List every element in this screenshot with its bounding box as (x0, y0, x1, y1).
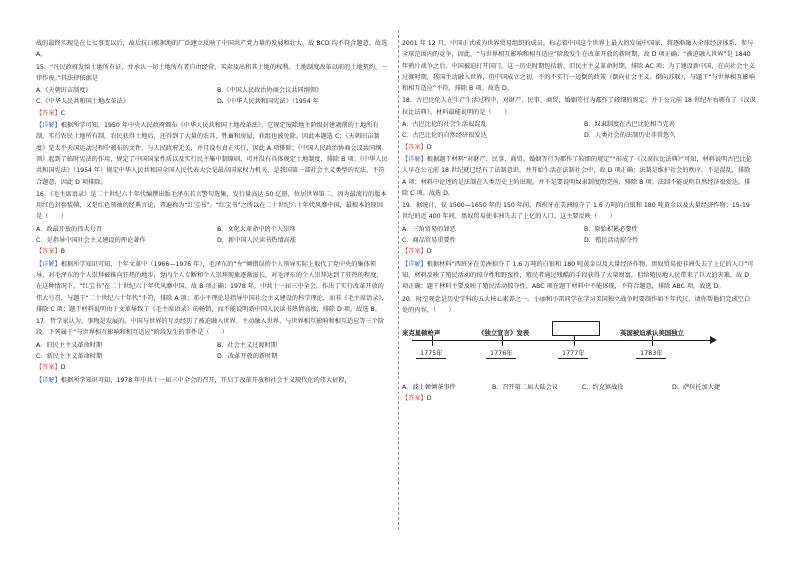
option-a: A．波士顿倾茶事件 (402, 384, 456, 392)
question-15-stem: 15．“凡民政府发给土地所有证，并承认一切土地所有者自由经营、买卖及出租其土地的权利。土地制度改革以前的土地契约，一律作废。”其法律依据是 (36, 63, 388, 82)
answer-label: 【答案】 (402, 248, 427, 256)
timeline-year: 1775年 (420, 349, 443, 358)
option-d: D．人类社会的法制历史非常悠久 (584, 132, 676, 140)
question-17-options (36, 340, 388, 363)
option-a: A．旧民主主义革命时期 (36, 341, 103, 349)
answer-label: 【答案】 (402, 143, 427, 151)
continued-analysis: 2001 年 12 月，中国正式成为世界贸易组织的成员，标志着中国这个世界上最大的发展中国家，将逐渐融入全球经济体系，参与全球范围内的竞争，因此，“与世界相互影响和相互适应”阶段发生在改革开放的新时期，故 D 项正确；“被迫融入世界”是 1840 年鸦片战争之后，中国被迫打开国门，这一历史时期包括新、旧民主主义革命时期，排除 AC 项；为了建设新中国，在向社会主义过渡时期，我国主动融入世界，但中国成立之初，不的不实行一边倒的政策（倒向社会主义、倒向苏联），与题干“与世界相互影响和相互适应”不符，排除 B 项。故选 D。 (402, 40, 755, 93)
answer-value: D (426, 248, 432, 256)
option-b: B．社会主义过渡时期 (217, 341, 277, 349)
question-17-stem: 17．哲学家认为，事物是发展的。中国与世界的互动经历了被迫融入世界、主动融入世界、与世界相互影响和相互适应等三个阶段。下列属于“与世界相互影响和相互适应”阶段发生的事件是（ ） (36, 318, 385, 337)
option-b: B．原始积累必要性 (584, 225, 638, 233)
question-15-options (36, 85, 388, 108)
analysis-label: 【详解】 (36, 376, 61, 384)
timeline-blank-box (552, 321, 600, 336)
analysis-label: 【详解】 (36, 122, 61, 130)
option-b: B.《中国人民政治协商会议共同纲领》 (217, 87, 323, 95)
analysis-text: 根据题干材料“对財产、民事、商贸、婚姻等行为都作了较细的规定”“形成了《汉谟拉比法典》”可知，材料说明古巴比伦人早在公元前 18 世纪就已经有了法制意识，并开始生活在法制社会中，故 D 项正确；法制是维护社会的秩序，不是混乱，排除 A 项；材料中论述的是法制在人类历史上的出现，并不是要说明奴隶制度的完善，排除 B 项；法制不能说明自然经济很发达，排除 C 项。故选 D。 (402, 155, 753, 197)
option-c: C．商品贸易重要性 (402, 237, 456, 245)
year-underline (636, 358, 666, 359)
question-18-analysis (402, 154, 756, 199)
year-underline (416, 358, 446, 359)
answer-label: 【答案】 (402, 395, 427, 403)
question-20-options (402, 382, 756, 393)
timeline-event-lexington: 来克星顿枪声 (402, 329, 441, 338)
timeline-arrow (710, 336, 717, 344)
timeline-figure (402, 320, 756, 378)
answer-label: 【答案】 (36, 248, 61, 256)
timeline-axis (412, 340, 712, 341)
question-19-answer (402, 246, 756, 257)
question-19-options (402, 224, 756, 247)
question-16-options (36, 224, 388, 247)
question-16-analysis (36, 259, 388, 315)
option-a: A．三角贸易的罪恶 (402, 225, 456, 233)
option-d: D.《中华人民共和国宪法》（1954 年 (217, 98, 319, 106)
answer-value: D (60, 364, 66, 372)
question-20-answer (402, 393, 756, 404)
year-underline (486, 358, 516, 359)
question-18-answer (402, 142, 756, 153)
option-c: C．新民主主义革命时期 (36, 353, 103, 361)
year-underline (558, 358, 588, 359)
analysis-text: 根据所学可知，1950 年中央人民政府颁布《中华人民共和国土地改革法》，它规定废除地主阶级封建剥削的土地所有制，实行农民土地所有制，农民获得土地后，还得到了大量的农具、牲畜和房屋，获组也被免除。因此本题选 C；《天朝田亩制度》是太平天国运动过程中颁布的文件，与人民政府无关，并且没有真正实行，因此 A 项排除；《中国人民政治协商会议共同纲领》起到了临时宪法的作用，规定了中国国家性质以及实行民主集中制原则，可并没有具体规定土地制度，排除 B 项；《中华人民共和国宪法》（1954 年）规定中华人民共和国全国人民代表大会是最高国家权力机关，是我国第一部社会主义类型的宪法，不符合题意，因此 D 项排除。 (36, 122, 388, 186)
question-20-stem: 20．时空观念是历史学科的五大核心素养之一。小丽和小雷同学在学习美国独立战争时要制作如下年代尺，请你帮他们完成空白处的内容。（ ） (402, 295, 751, 314)
option-d: D．改革开放的新时期 (217, 353, 278, 361)
right-column (402, 38, 756, 406)
answer-value: C (60, 109, 66, 117)
answer-label: 【答案】 (36, 109, 61, 117)
question-18-options (402, 119, 756, 142)
analysis-label: 【详解】 (402, 260, 427, 268)
option-b: B．奴隶制度在古巴比伦相当完善 (584, 121, 675, 129)
analysis-text: 根据所学知识可知，十年文革中（1966—1976 年），毛泽东的“左”倾错误的个人领导实际上取代了党中央的集体领导，对毛泽东的个人崇拜被推向狂热的地步，党内个人专断和个人崇拜现象逐渐滋长，对毛泽东的个人崇拜达到了狂热的程度，在这种情况下，“红宝书”在二十世纪六十年代风靡中国，故 B 项正确；1978 年，中共十一届三中全会，作出了实行改革开放的伟大号召，与题干“二十世纪六十年代”不符，排除 A 项；邓小平理论是指导中国社会主义建设的科学理论，而非《毛主席语录》，排除 C 项；题干材料说明由于文革导致了《毛主席语录》的畅销，而不能说明新中国人民读书热情高涨，排除 D 项。故选 B。 (36, 260, 388, 313)
option-d: D．萨拉托加大捷 (672, 384, 721, 392)
timeline-year: 1777年 (562, 349, 585, 358)
question-17-analysis (36, 375, 388, 386)
analysis-label: 【详解】 (402, 155, 427, 163)
option-b: B．召开第二届大陆会议 (492, 384, 559, 392)
option-b: B．文化大革命中的个人崇拜 (217, 225, 296, 233)
option-c: C．古巴比伦的自然经济很发达 (402, 132, 487, 140)
option-d: D．殖民活动掠夺性 (584, 237, 639, 245)
option-a: A．政最开放的伟大号召 (36, 225, 103, 233)
timeline-tick (652, 336, 653, 346)
timeline-tick (574, 336, 575, 346)
left-column (36, 38, 388, 387)
option-c: C．是指导中国社会主义建设的理论著作 (36, 237, 146, 245)
option-c: C．约克镇战役 (582, 384, 624, 392)
column-divider (398, 30, 399, 530)
timeline-year: 1776年 (490, 349, 513, 358)
question-17-answer (36, 362, 388, 373)
answer-value: B (60, 248, 65, 256)
question-15-answer (36, 108, 388, 119)
option-c: C.《中华人民共和国土地改革法》 (36, 98, 129, 106)
timeline-tick (432, 336, 433, 346)
continued-analysis: 战的最终实现是在七七事变以后，故后抗日根据地的广泛建立反映了中国共产党力量的发展和壮大，故 BCD 均不符合题意。故选 A。 (36, 40, 388, 59)
answer-value: D (426, 395, 432, 403)
timeline-event-declaration: 《独立宣言》发表 (478, 329, 530, 338)
timeline-event-independence: 英国被迫承认美国独立 (620, 329, 684, 338)
analysis-label: 【详解】 (36, 260, 61, 268)
question-16-answer (36, 246, 388, 257)
question-15-analysis (36, 120, 388, 188)
timeline-year: 1783年 (640, 349, 663, 358)
answer-value: D (426, 143, 432, 151)
answer-label: 【答案】 (36, 364, 61, 372)
option-a: A．古巴比伦的社会生活很混乱 (402, 121, 487, 129)
analysis-text: 根据材料“西班牙在美洲掠夺了 1.6 万吨的白银和 180 吨黄金以及大量经济作物、黑奴贸易使非洲失去了上亿的人口”可知，材料反映了殖民活动的掠夺性和野蛮性，殖民者通过残酷的手段获得了大量财富，但给殖民地人民带来了巨大的灾难，故 D 项正确；题干材料主要反映了殖民活动掠夺性，ABC 项在题干材料中不能体现，不符合题意，排除 ABC 项。故选 D。 (402, 260, 754, 291)
question-19-analysis (402, 259, 756, 293)
option-a: A.《天朝田亩制度》 (36, 87, 92, 95)
question-19-stem: 19．据统计，仅 1500—1650 年的 150 年间，西班牙在美洲掠夺了 1.6 万吨的白银和 180 吨黄金以及大量经济作物；15-19 世纪的近 400 年间，黑奴贸易使非洲失去了上亿的人口。这主要反映（ ） (402, 202, 750, 221)
question-18-stem: 18．古巴比伦人在生产生活过程中，对財产、民事、商贸、婚姻等行为都作了较细的规定，并于公元前 18 世纪左右颁布了《汉谟拉比法典》。材料最能说明的是（ ） (402, 97, 756, 116)
question-16-stem: 16．《毛主席语录》是二十世纪六十年代编撰出版毛泽东若言警句选集，发行量高达 50 亿册，位居世界第二，因为最流行的版本用红色封套装帧，又是红色领袖的经典言论，普遍称为“红宝书”。“红宝书”之所以在二十世纪六十年代风靡中国，最根本的原因是（ ） (36, 190, 387, 221)
analysis-text: 根据所学知识可知，1978 年中共十一届三中全会的召开，开启了改革开放和社会主义现代化的伟大征程， (60, 376, 351, 384)
timeline-tick (502, 336, 503, 346)
option-d: D．新中国人民读书热情高涨 (217, 237, 297, 245)
